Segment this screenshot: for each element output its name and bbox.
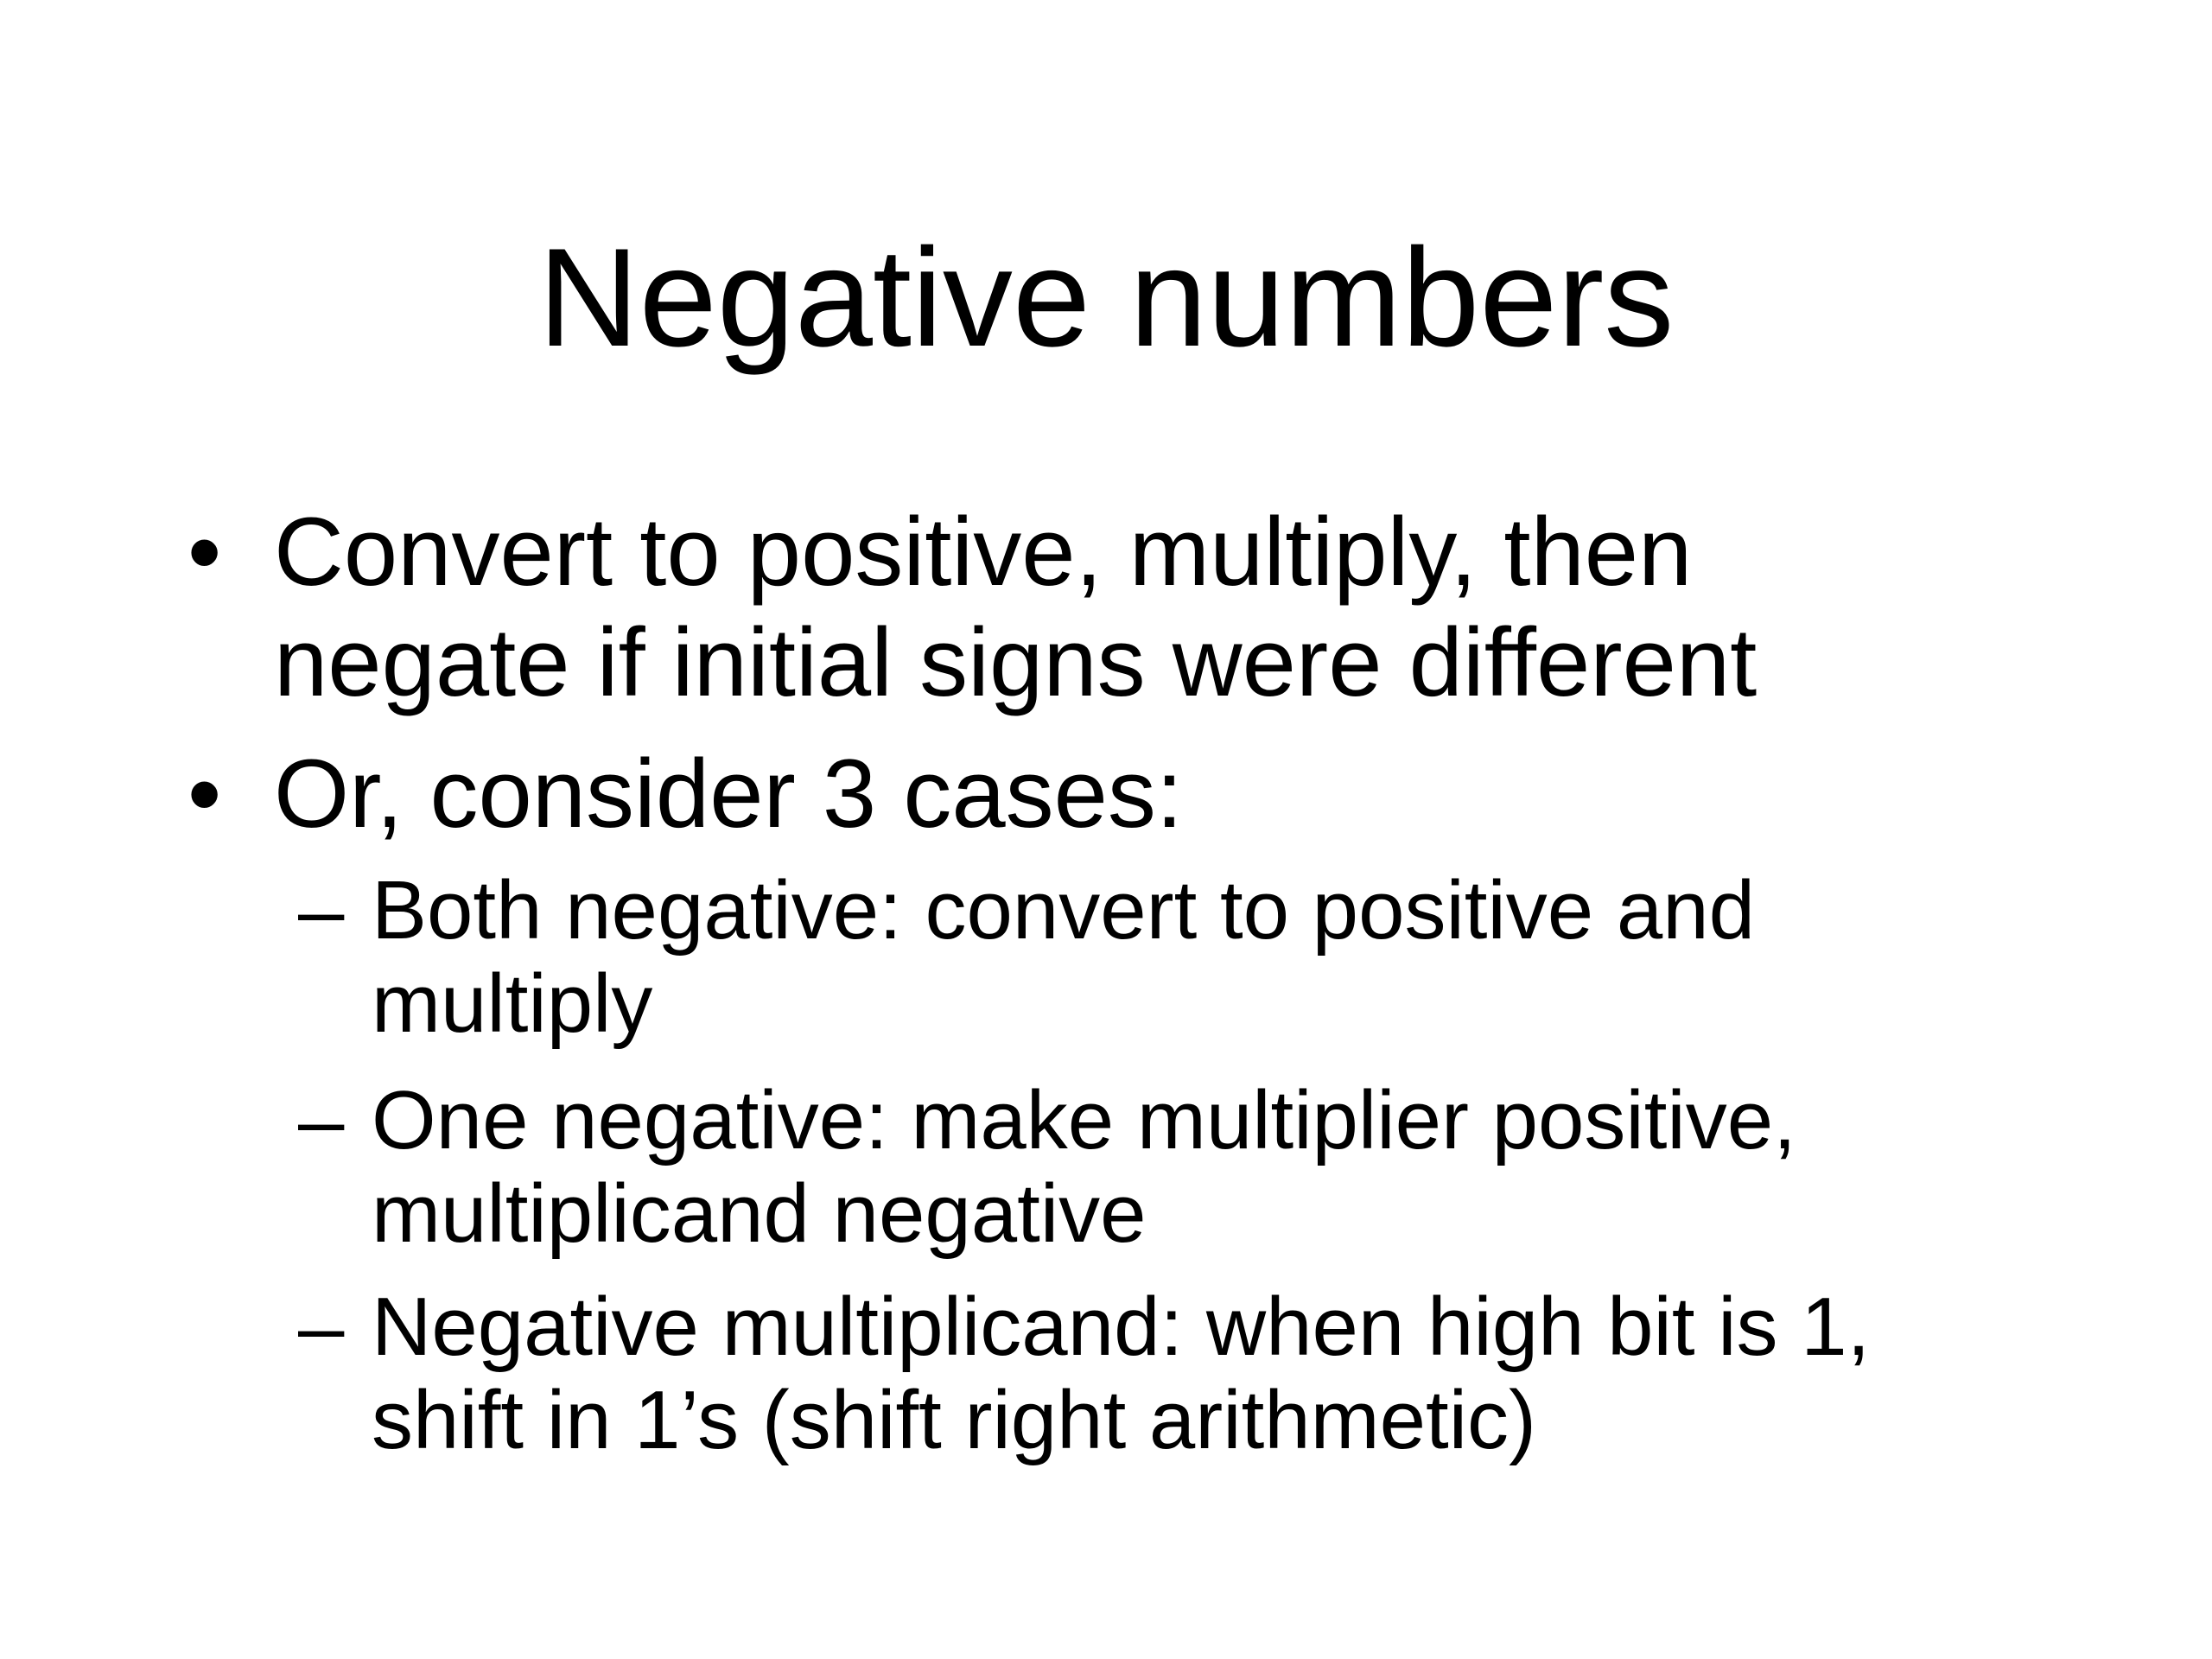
sub-bullet-marker: – [298, 1281, 345, 1373]
sub-bullet-line: Both negative: convert to positive and [372, 864, 1756, 957]
bullet-line: Convert to positive, multiply, then [274, 498, 1693, 606]
sub-bullet-marker: – [298, 864, 345, 957]
sub-bullet-text [372, 1074, 2065, 1261]
bullet-marker: • [188, 740, 222, 848]
sub-bullet-text [372, 1281, 2065, 1467]
sub-bullet-text [372, 864, 2065, 1051]
sub-bullet-line: Negative multiplicand: when high bit is 1, [372, 1281, 1871, 1373]
sub-bullet-line: multiplicand negative [372, 1167, 1147, 1260]
bullet-line: negate if initial signs were different [274, 608, 1758, 716]
slide-title: Negative numbers [537, 219, 1675, 376]
sub-bullet-line: shift in 1’s (shift right arithmetic) [372, 1374, 1536, 1466]
bullet-text [274, 739, 2071, 849]
sub-bullet-line: One negative: make multiplier positive, [372, 1074, 1796, 1166]
bullet-marker: • [188, 498, 222, 606]
sub-bullet-marker: – [298, 1074, 345, 1166]
bullet-text [274, 497, 2071, 718]
sub-bullet-line: multiply [372, 957, 653, 1050]
bullet-line: Or, consider 3 cases: [274, 740, 1184, 848]
